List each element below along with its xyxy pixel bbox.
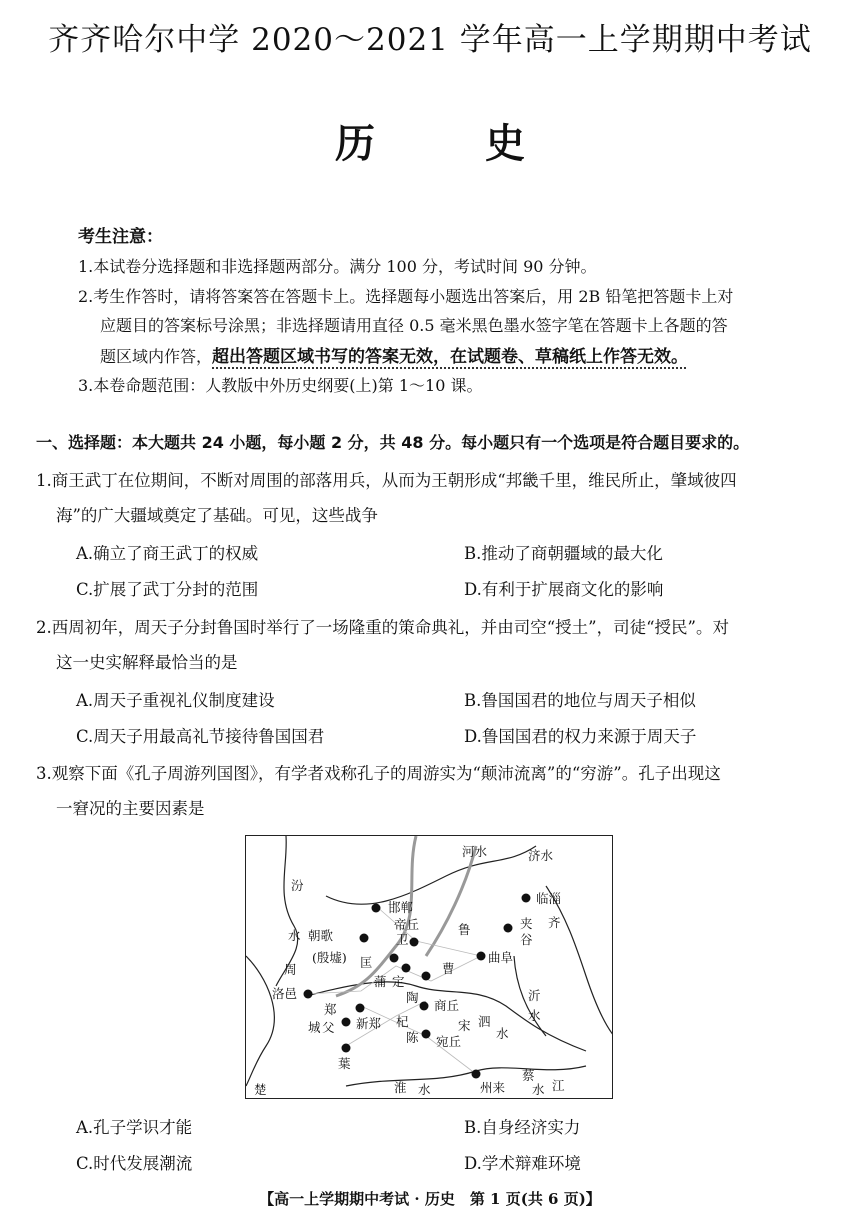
linzi-dot <box>522 894 531 903</box>
q1-option-c: C.扩展了武丁分封的范围 <box>76 580 259 599</box>
map-label-si-1: 泗 <box>478 1014 491 1029</box>
map-label-cai: 蔡 <box>522 1068 535 1083</box>
map-label-qi-state: 杞 <box>396 1014 409 1029</box>
ye-dot <box>342 1044 351 1053</box>
map-label-yi-2: 水 <box>528 1008 541 1023</box>
map-label-fen-1: 汾 <box>291 878 304 893</box>
map-label-yinxu: (殷墟) <box>312 950 347 965</box>
q1-option-b: B.推动了商朝疆域的最大化 <box>464 544 663 563</box>
confucius-travel-map <box>245 835 613 1099</box>
page-footer: 【高一上学期期中考试 · 历史 第 1 页(共 6 页)】 <box>259 1190 601 1208</box>
pu-dot <box>402 964 411 973</box>
q2-option-c: C.周天子用最高礼节接待鲁国国君 <box>76 727 325 746</box>
coast-line <box>546 886 613 1036</box>
map-label-ye: 葉 <box>338 1056 351 1071</box>
q2-option-b: B.鲁国国君的地位与周天子相似 <box>464 691 696 710</box>
map-label-xinzheng: 新郑 <box>356 1016 382 1031</box>
qufu-dot <box>477 952 486 961</box>
kuang-dot <box>390 954 399 963</box>
map-label-chengfu-2: 父 <box>322 1020 335 1035</box>
handan-dot <box>372 904 381 913</box>
ding-dot <box>422 972 431 981</box>
q3-option-a: A.孔子学识才能 <box>76 1118 193 1137</box>
subject-char-1: 历 <box>335 120 375 167</box>
notice-item-3: 3.本卷命题范围：人教版中外历史纲要(上)第 1～10 课。 <box>78 376 483 395</box>
q3-line-1: 3.观察下面《孔子周游列国图》，有学者戏称孔子的周游实为“颠沛流离”的“穷游”。孔子出现这 <box>36 764 721 783</box>
map-label-tao: 陶 <box>406 990 419 1005</box>
q2-option-d: D.鲁国国君的权力来源于周天子 <box>464 727 697 746</box>
chen-dot <box>422 1030 431 1039</box>
q2-option-a: A.周天子重视礼仪制度建设 <box>76 691 275 710</box>
map-label-yi-1: 沂 <box>528 988 541 1003</box>
map-label-jiagu-2: 谷 <box>520 932 533 947</box>
notice-item-2-end <box>100 342 688 367</box>
map-label-luoyi: 洛邑 <box>272 986 298 1001</box>
map-label-linzi: 临淄 <box>536 891 562 906</box>
west-boundary <box>246 956 274 1086</box>
q1-line-2: 海”的广大疆域奠定了基础。可见，这些战争 <box>56 506 378 525</box>
map-label-cai-shui: 水 <box>532 1082 545 1097</box>
map-label-zhou: 周 <box>284 962 297 977</box>
xinzheng-dot <box>342 1018 351 1027</box>
huai-river <box>346 1066 586 1086</box>
map-label-wei: 卫 <box>396 932 409 947</box>
jiagu-dot <box>504 924 513 933</box>
q3-option-d: D.学术辩难环境 <box>464 1154 581 1173</box>
map-label-shangqiu: 商丘 <box>434 998 460 1013</box>
notice-item-1: 1.本试卷分选择题和非选择题两部分。满分 100 分，考试时间 90 分钟。 <box>78 257 597 276</box>
map-label-chu: 楚 <box>254 1082 267 1097</box>
map-label-chen: 陈 <box>406 1030 419 1045</box>
map-label-huai: 淮 <box>394 1080 407 1095</box>
ji-shui-branch <box>426 846 476 956</box>
map-label-si-2: 水 <box>496 1026 509 1041</box>
q2-line-2: 这一史实解释最恰当的是 <box>56 653 238 672</box>
tao-dot <box>420 1002 429 1011</box>
map-label-pu: 蒲 <box>374 974 387 989</box>
map-label-handan: 邯郸 <box>388 900 414 915</box>
notice-item-2-end-text: 题区域内作答， <box>100 347 213 366</box>
map-label-lu: 鲁 <box>458 922 471 937</box>
map-svg <box>246 836 613 1099</box>
map-label-ding: 定 <box>392 974 405 989</box>
map-label-song: 宋 <box>458 1018 471 1033</box>
q2-line-1: 2.西周初年，周天子分封鲁国时举行了一场隆重的策命典礼，并由司空“授土”，司徒“授民”。对 <box>36 618 729 637</box>
q3-option-b: B.自身经济实力 <box>464 1118 581 1137</box>
ji-river <box>326 846 536 904</box>
q1-option-a: A.确立了商王武丁的权威 <box>76 544 259 563</box>
map-label-chengfu-1: 城 <box>308 1020 321 1035</box>
notice-item-2-cont: 应题目的答案标号涂黑；非选择题请用直径 0.5 毫米黑色墨水签字笔在答题卡上各题的答 <box>100 316 728 335</box>
map-label-jiang: 江 <box>552 1078 565 1093</box>
section-title: 一、选择题：本大题共 24 小题，每小题 2 分，共 48 分。每小题只有一个选项是符合题目要求的。 <box>36 433 750 452</box>
map-label-he-shui: 河水 <box>462 844 488 859</box>
map-label-diqiu: 帝丘 <box>394 917 420 932</box>
q3-option-c: C.时代发展潮流 <box>76 1154 193 1173</box>
map-label-cao: 曹 <box>442 961 455 976</box>
map-label-jiagu-1: 夹 <box>520 916 533 931</box>
map-label-wanqiu: 宛丘 <box>436 1034 462 1049</box>
diqiu-dot <box>410 938 419 947</box>
subject-title <box>0 112 860 169</box>
q1-option-d: D.有利于扩展商文化的影响 <box>464 580 664 599</box>
notice-heading: 考生注意： <box>78 227 163 247</box>
zhoulai-dot <box>472 1070 481 1079</box>
map-label-ji-shui: 济水 <box>528 848 554 863</box>
notice-item-2: 2.考生作答时，请将答案答在答题卡上。选择题每小题选出答案后，用 2B 铅笔把答题卡上对 <box>78 287 734 306</box>
exam-title: 齐齐哈尔中学 2020～2021 学年高一上学期期中考试 <box>48 22 812 58</box>
map-label-fen-2: 水 <box>288 928 301 943</box>
map-label-zhoulai: 州来 <box>480 1080 506 1095</box>
q3-line-2: 一窘况的主要因素是 <box>56 799 205 818</box>
map-label-qi: 齐 <box>548 915 561 930</box>
map-label-kuang: 匡 <box>360 955 373 970</box>
q1-line-1: 1.商王武丁在位期间，不断对周围的部落用兵，从而为王朝形成“邦畿千里，维民所止，肇域彼四 <box>36 471 737 490</box>
map-label-zhaoge: 朝歌 <box>308 928 334 943</box>
notice-emphasis: 超出答题区域书写的答案无效，在试题卷、草稿纸上作答无效。 <box>212 347 689 367</box>
zhaoge-dot <box>360 934 369 943</box>
map-label-zheng: 郑 <box>324 1002 337 1017</box>
luoyi-dot <box>304 990 313 999</box>
zheng-dot <box>356 1004 365 1013</box>
map-label-qufu: 曲阜 <box>488 950 514 965</box>
map-label-huai-shui: 水 <box>418 1082 431 1097</box>
subject-char-2: 史 <box>485 120 525 167</box>
